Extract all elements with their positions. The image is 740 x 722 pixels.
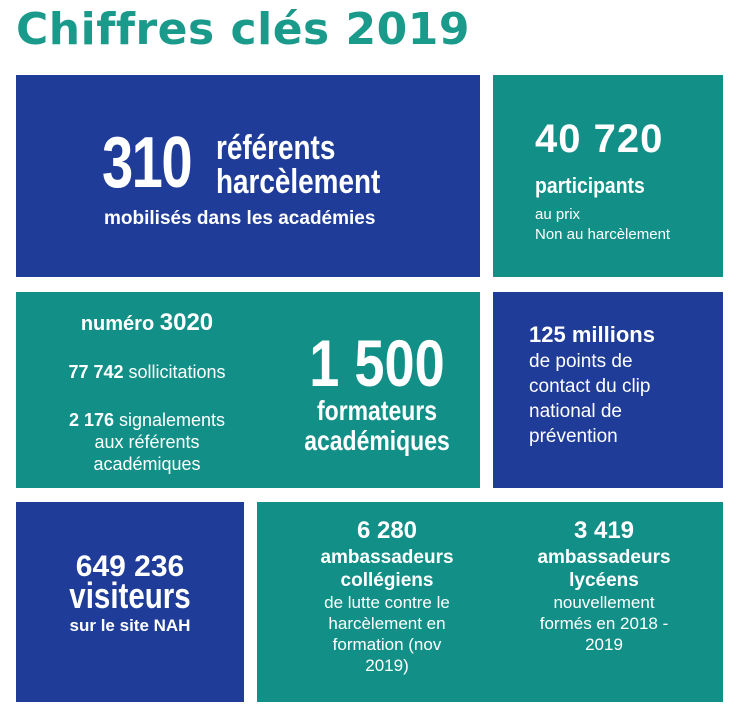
college-line2: collégiens [340,570,434,591]
college-desc: de lutte contre le [324,593,450,612]
lycee-column [509,516,699,655]
signalements-value: 2 176 [68,410,114,430]
visiteurs-label: visiteurs [69,575,191,616]
clip-line: prévention [529,426,618,447]
participants-tile [493,75,723,277]
formateurs-line2: académiques [304,425,450,456]
college-desc: formation (nov [332,635,442,654]
harcelement-word: harcèlement [216,163,381,201]
visiteurs-tile [16,502,244,702]
referents-number: 310 [102,123,192,203]
college-desc: harcèlement en [328,614,446,633]
visiteurs-subtitle: sur le site NAH [69,616,191,635]
college-column [287,516,487,676]
participants-label: participants [535,173,645,198]
signalements-line2: aux référents [94,432,200,452]
college-number: 6 280 [356,517,418,544]
signalements-block [32,409,262,475]
formateurs-line1: formateurs [317,395,437,426]
clip-headline: 125 millions [529,322,655,347]
clip-line: contact du clip [529,376,651,397]
clip-tile [493,292,723,488]
lycee-desc: nouvellement [553,593,655,612]
formateurs-number: 1 500 [309,326,445,400]
referents-tile [16,75,480,277]
lycee-line2: lycéens [569,570,639,591]
clip-line: national de [529,401,622,422]
numero-tile [16,292,480,488]
numero-value: 3020 [159,309,214,336]
lycee-number: 3 419 [573,517,635,544]
numero-prefix: numéro [80,313,155,335]
numero-line [32,310,262,337]
participants-line2: Non au harcèlement [535,226,671,243]
referents-subtitle: mobilisés dans les académies [104,208,376,229]
lycee-desc: 2019 [585,635,623,654]
referents-word: référents [216,129,336,167]
clip-line: de points de [529,351,633,372]
visiteurs-number: 649 236 [75,550,185,583]
lycee-line1: ambassadeurs [537,547,671,568]
signalements-label: signalements [119,410,226,430]
ambassadeurs-tile [257,502,723,702]
lycee-desc: formés en 2018 - [539,614,669,633]
sollicitations-value: 77 742 [68,362,124,382]
participants-line1: au prix [535,206,581,223]
sollicitations-label: sollicitations [128,362,226,382]
participants-number: 40 720 [535,117,664,161]
signalements-line3: académiques [93,454,201,474]
college-line1: ambassadeurs [320,547,454,568]
college-desc: 2019) [365,656,409,675]
page-title: Chiffres clés 2019 [16,4,471,55]
sollicitations-line [32,360,262,384]
